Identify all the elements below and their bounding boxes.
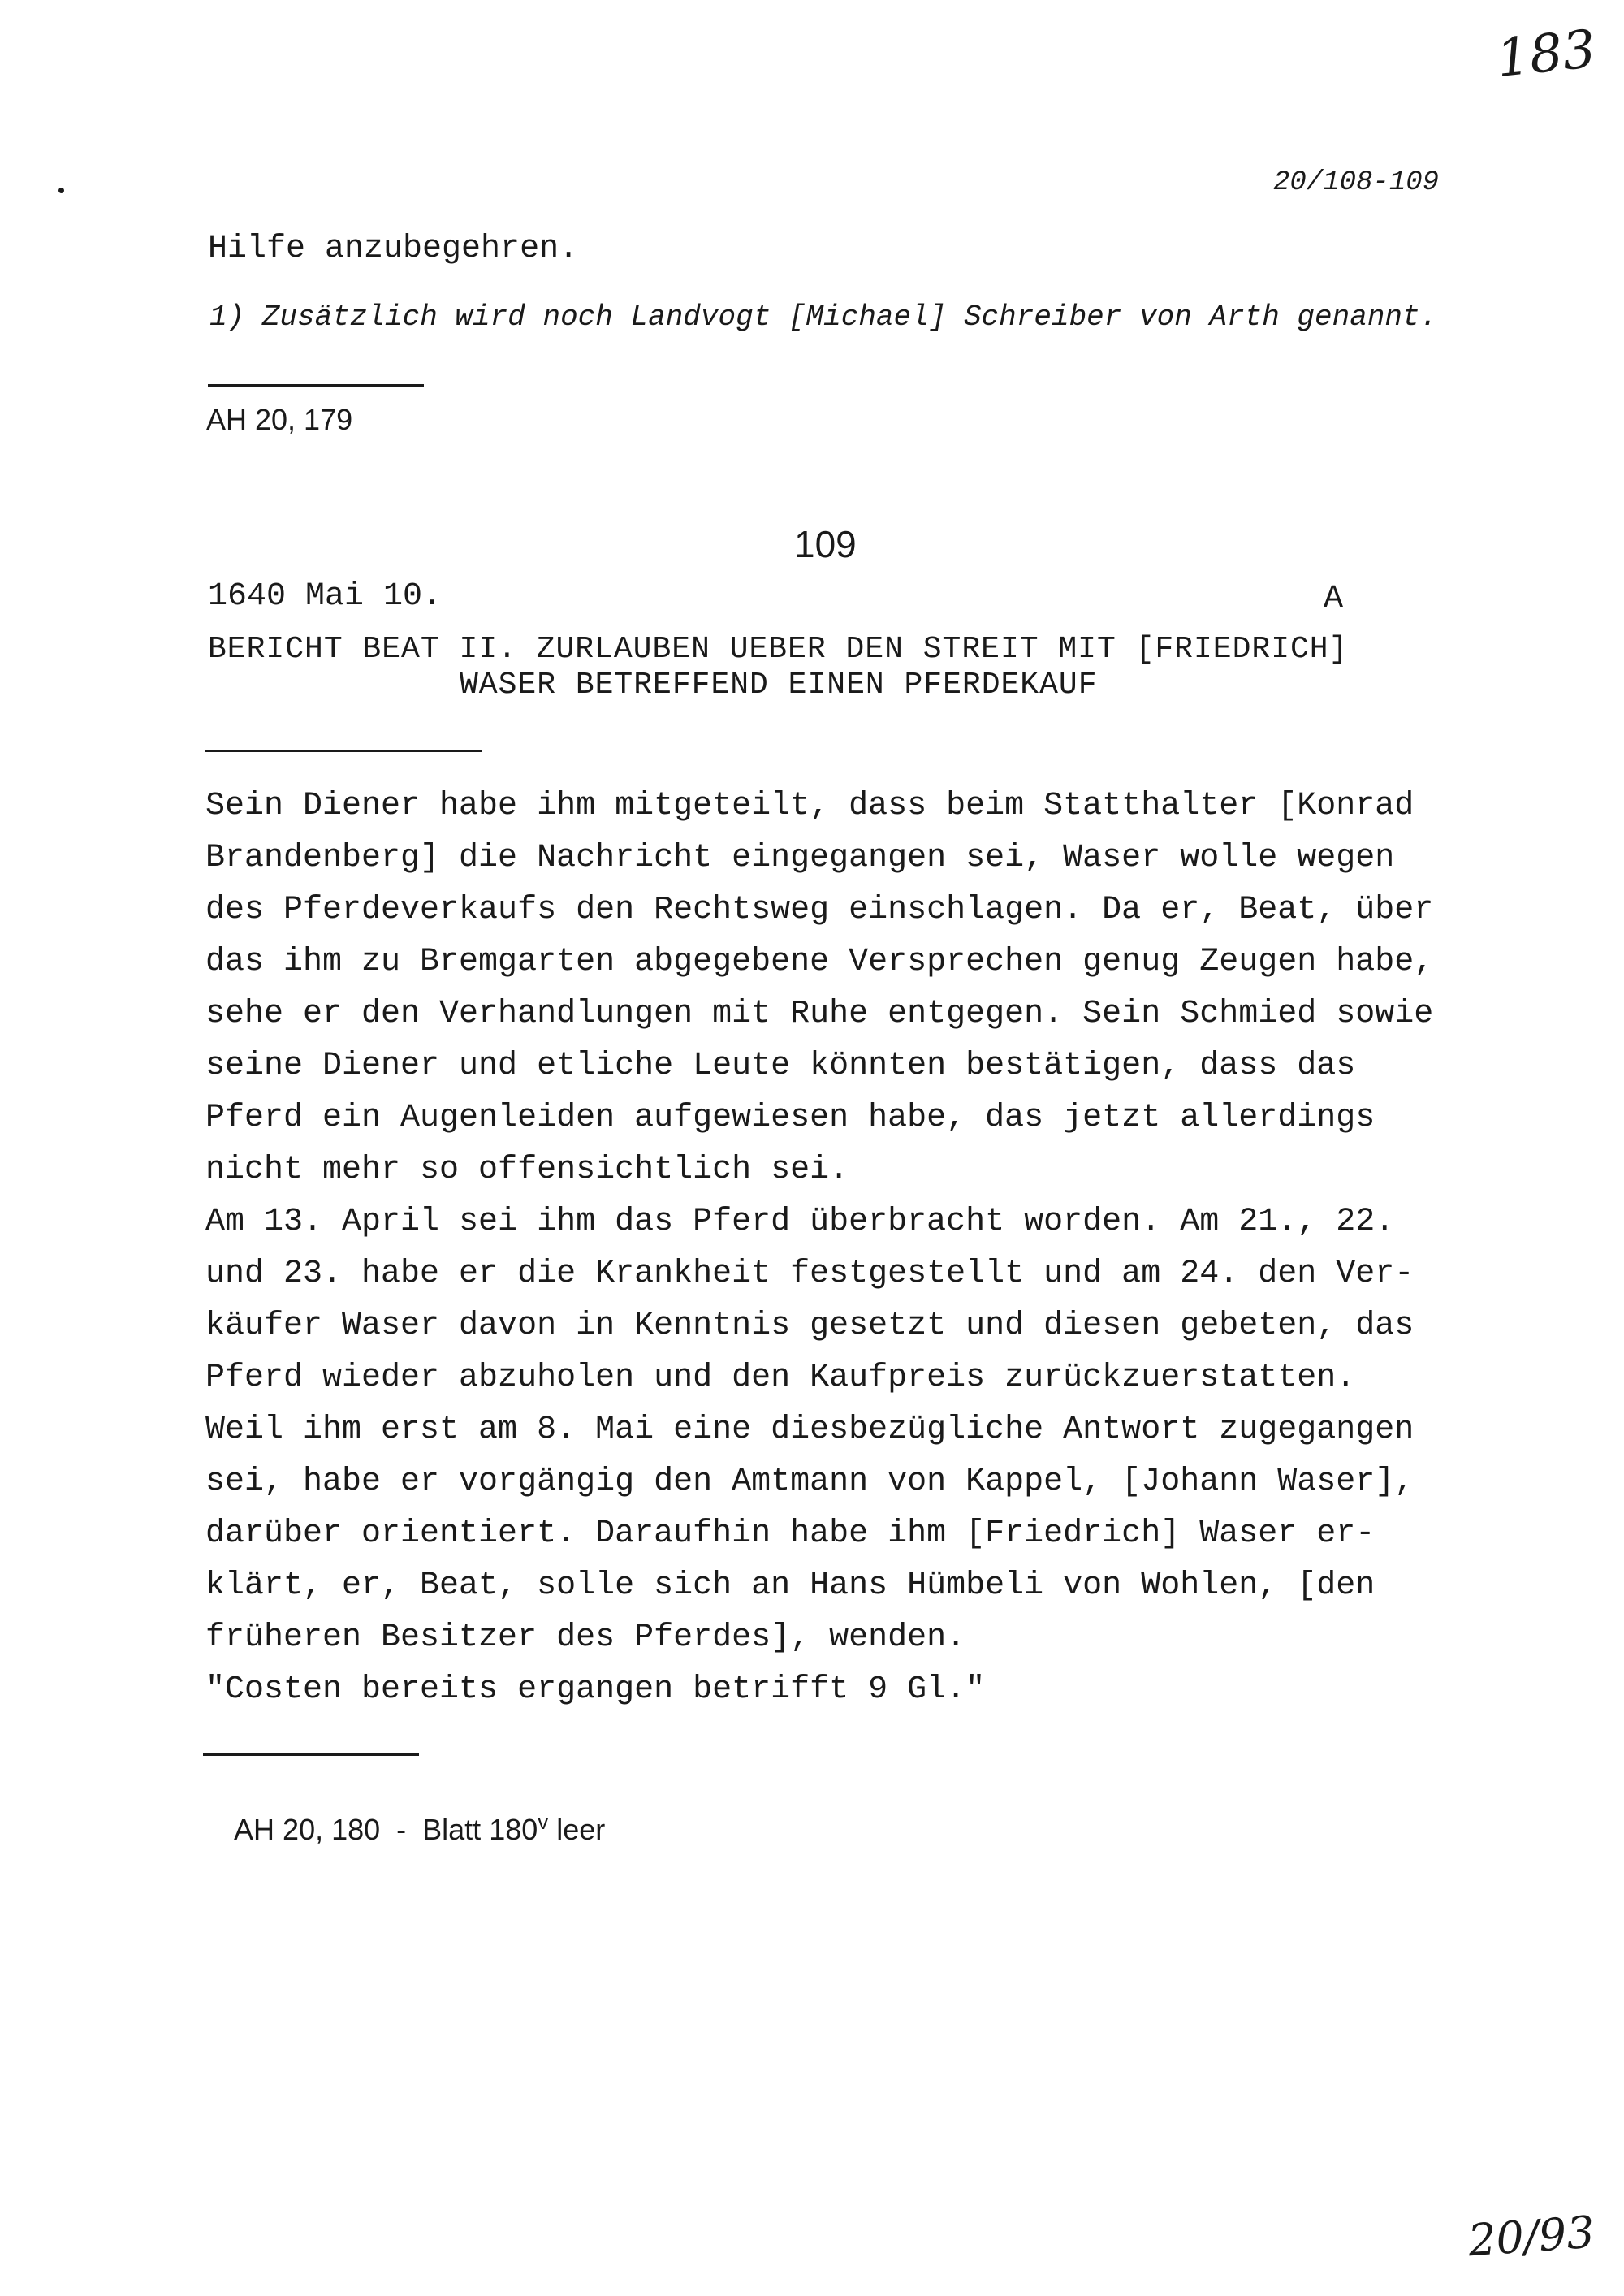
source-text: AH 20, 180 - Blatt 180 xyxy=(234,1813,538,1846)
body-line: Pferd ein Augenleiden aufgewiesen habe, das jetzt allerdings xyxy=(205,1100,1376,1136)
document-date: 1640 Mai 10. xyxy=(208,578,443,615)
body-line: Pferd wieder abzuholen und den Kaufpreis zurückzuerstatten. xyxy=(205,1360,1356,1396)
previous-doc-footnote: 1) Zusätzlich wird noch Landvogt [Michael] Schreiber von Arth genannt. xyxy=(209,301,1438,334)
body-line: "Costen bereits ergangen betrifft 9 Gl." xyxy=(205,1671,986,1708)
document-title-line-1: BERICHT BEAT II. ZURLAUBEN UEBER DEN STREIT MIT [FRIEDRICH] xyxy=(208,632,1349,667)
body-line: darüber orientiert. Daraufhin habe ihm [Friedrich] Waser er- xyxy=(205,1516,1376,1552)
body-line: das ihm zu Bremgarten abgegebene Versprechen genug Zeugen habe, xyxy=(205,944,1434,980)
body-line: klärt, er, Beat, solle sich an Hans Hümbeli von Wohlen, [den xyxy=(205,1567,1376,1604)
body-line: Brandenberg] die Nachricht eingegangen sei, Waser wolle wegen xyxy=(205,840,1395,876)
body-line: des Pferdeverkaufs den Rechtsweg einschlagen. Da er, Beat, über xyxy=(205,892,1434,928)
source-verso-mark: v xyxy=(538,1810,549,1834)
previous-doc-source: AH 20, 179 xyxy=(206,403,353,436)
folio-number-bottom: 20/93 xyxy=(1466,2206,1596,2267)
document-source xyxy=(203,1775,605,1881)
document-title-line-2: WASER BETREFFEND EINEN PFERDEKAUF xyxy=(460,668,1098,703)
body-line: sehe er den Verhandlungen mit Ruhe entgegen. Sein Schmied sowie xyxy=(205,996,1434,1032)
footnote-rule-1 xyxy=(208,384,424,387)
document-number: 109 xyxy=(794,523,857,565)
body-line: Am 13. April sei ihm das Pferd überbracht worden. Am 21., 22. xyxy=(205,1204,1395,1240)
body-line: Sein Diener habe ihm mitgeteilt, dass beim Statthalter [Konrad xyxy=(205,788,1415,824)
body-line: seine Diener und etliche Leute könnten bestätigen, dass das xyxy=(205,1048,1356,1084)
body-line: früheren Besitzer des Pferdes], wenden. xyxy=(205,1619,966,1656)
source-suffix: leer xyxy=(548,1813,606,1846)
folio-number-top: 183 xyxy=(1493,19,1599,90)
previous-doc-ending: Hilfe anzubegehren. xyxy=(208,231,579,267)
footnote-rule-2 xyxy=(203,1753,419,1756)
body-line: käufer Waser davon in Kenntnis gesetzt und diesen gebeten, das xyxy=(205,1308,1415,1344)
body-line: Weil ihm erst am 8. Mai eine diesbezügliche Antwort zugegangen xyxy=(205,1412,1415,1448)
title-rule xyxy=(205,750,482,752)
archive-reference: 20/108-109 xyxy=(1273,167,1440,198)
body-line: sei, habe er vorgängig den Amtmann von Kappel, [Johann Waser], xyxy=(205,1464,1415,1500)
margin-dot xyxy=(58,188,64,193)
body-line: nicht mehr so offensichtlich sei. xyxy=(205,1152,849,1188)
document-type-marker: A xyxy=(1324,581,1344,617)
body-line: und 23. habe er die Krankheit festgestellt und am 24. den Ver- xyxy=(205,1256,1415,1292)
